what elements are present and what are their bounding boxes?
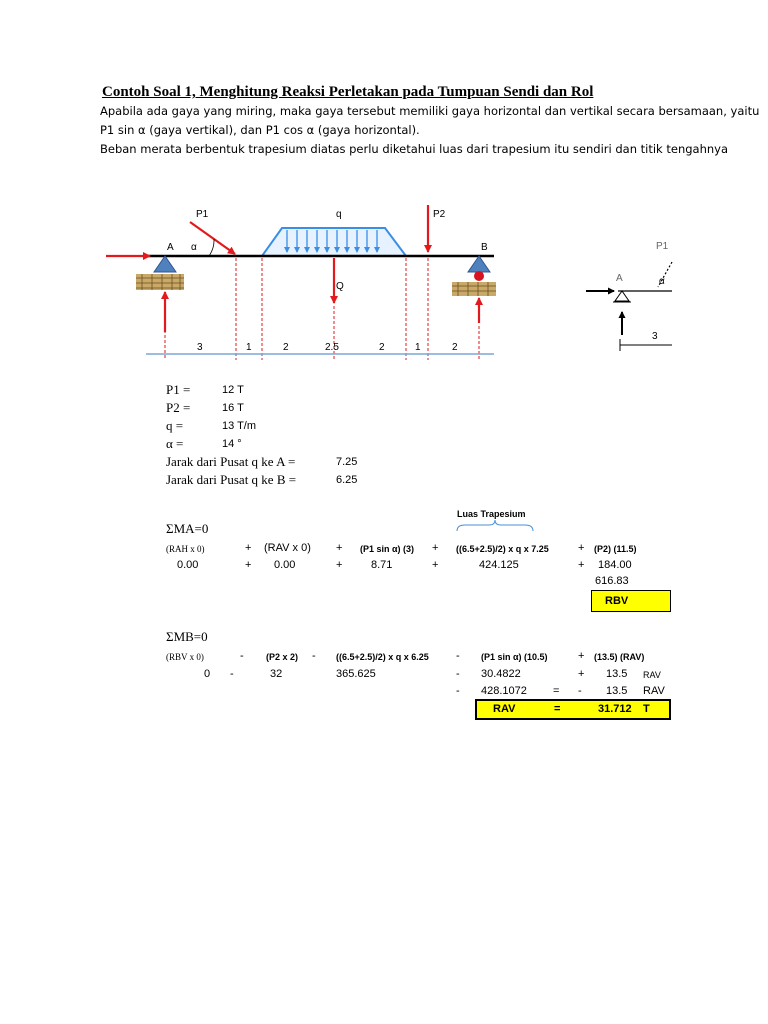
jarak-label-a: Jarak dari Pusat q ke A = — [166, 454, 296, 469]
mb-r2-minus: - — [456, 685, 460, 697]
mb-r1-p1: 30.4822 — [481, 668, 521, 680]
label-p1: P1 — [196, 209, 209, 220]
roller-ball — [474, 271, 484, 281]
jarak-label-b: Jarak dari Pusat q ke B = — [166, 472, 297, 487]
ma-total: 616.83 — [595, 575, 629, 587]
label-resultant-q: Q — [336, 281, 344, 292]
mb-r2-coef: 13.5 — [606, 685, 628, 697]
sum-mb-heading: ΣMB=0 — [166, 629, 208, 644]
beam-diagram — [0, 0, 768, 380]
span-6: 1 — [415, 342, 421, 353]
ma-value-plus-2: + — [336, 559, 343, 571]
ma-value-rav: 0.00 — [274, 559, 296, 571]
ma-term-p2: (P2) (11.5) — [594, 544, 637, 554]
mini-label-p1: P1 — [656, 241, 669, 252]
mb-plus: + — [578, 650, 585, 662]
mb-r1-plus: + — [578, 668, 585, 680]
pin-support-a — [154, 256, 176, 272]
ma-term-rah: (RAH x 0) — [166, 544, 205, 554]
given-value-alpha: 14 ° — [222, 438, 242, 450]
sum-ma-heading: ΣMA=0 — [166, 521, 209, 536]
mb-minus-1: - — [240, 650, 244, 662]
mb-r2-value: 428.1072 — [481, 685, 527, 697]
mb-r1-p2: 32 — [270, 668, 283, 680]
given-label-p2: P2 = — [166, 400, 191, 415]
alpha-arc — [209, 239, 214, 256]
roller-support-b — [468, 256, 490, 272]
ma-value-rah: 0.00 — [177, 559, 199, 571]
page-title: Contoh Soal 1, Menghitung Reaksi Perletakan pada Tumpuan Sendi dan Rol — [102, 84, 594, 100]
given-label-q: q = — [166, 418, 184, 433]
ground-hatch-b — [452, 282, 496, 296]
mb-r1-trapezoid: 365.625 — [336, 668, 376, 680]
rav-result-value: 31.712 — [598, 703, 632, 715]
mb-r2-equals: = — [553, 685, 560, 697]
given-label-p1: P1 = — [166, 382, 191, 397]
paragraph-2: P1 sin α (gaya vertikal), dan P1 cos α (gaya horizontal). — [100, 123, 420, 137]
span-3: 2 — [283, 342, 289, 353]
luas-brace — [455, 519, 535, 533]
label-q: q — [336, 209, 342, 220]
ma-value-plus-4: + — [578, 559, 585, 571]
ma-plus-4: + — [578, 542, 585, 554]
ma-value-p1: 8.71 — [371, 559, 393, 571]
ma-term-p1: (P1 sin α) (3) — [360, 544, 415, 554]
ma-plus-2: + — [336, 542, 343, 554]
span-7: 2 — [452, 342, 458, 353]
mb-r1-coef: 13.5 — [606, 668, 628, 680]
ma-value-plus-1: + — [245, 559, 252, 571]
given-value-q: 13 T/m — [222, 420, 257, 432]
mb-r1-rav: RAV — [643, 670, 661, 680]
jarak-value-a: 7.25 — [336, 456, 358, 468]
span-5: 2 — [379, 342, 385, 353]
mb-r2-minus-2: - — [578, 685, 582, 697]
ma-term-trapezoid: ((6.5+2.5)/2) x q x 7.25 — [456, 544, 549, 554]
span-1: 3 — [197, 342, 203, 353]
mb-term-rav: (13.5) (RAV) — [594, 652, 645, 662]
mb-minus-2: - — [312, 650, 316, 662]
jarak-value-b: 6.25 — [336, 474, 358, 486]
mb-term-trapezoid: ((6.5+2.5)/2) x q x 6.25 — [336, 652, 429, 662]
label-alpha: α — [191, 242, 197, 253]
ma-plus-1: + — [245, 542, 252, 554]
mb-term-rbv: (RBV x 0) — [166, 652, 204, 662]
luas-trapesium-label: Luas Trapesium — [457, 509, 526, 519]
mb-r2-rav: RAV — [643, 685, 665, 697]
mini-label-span: 3 — [652, 331, 658, 342]
rav-result-unit: T — [643, 703, 650, 715]
label-p2: P2 — [433, 209, 446, 220]
ma-value-p2: 184.00 — [598, 559, 632, 571]
given-label-alpha: α = — [166, 436, 184, 451]
rbv-result-box — [591, 590, 671, 612]
paragraph-1: Apabila ada gaya yang miring, maka gaya tersebut memiliki gaya horizontal dan vertikal secara bersamaan, yaitu — [100, 104, 760, 118]
given-value-p2: 16 T — [222, 402, 244, 414]
mb-term-p1: (P1 sin α) (10.5) — [481, 652, 548, 662]
span-4: 2.5 — [325, 342, 339, 353]
mini-label-a: A — [616, 273, 623, 284]
mini-label-alpha: α — [659, 276, 665, 287]
paragraph-3: Beban merata berbentuk trapesium diatas perlu diketahui luas dari trapesium itu sendiri dan titik tengahnya — [100, 142, 729, 156]
label-b: B — [481, 242, 488, 253]
ma-value-plus-3: + — [432, 559, 439, 571]
mb-term-p2: (P2 x 2) — [266, 652, 299, 662]
label-a: A — [167, 242, 174, 253]
given-value-p1: 12 T — [222, 384, 244, 396]
span-2: 1 — [246, 342, 252, 353]
mb-r1-zero: 0 — [204, 668, 211, 680]
rav-result-label: RAV — [493, 703, 516, 715]
dimension-guides — [165, 258, 479, 360]
mb-r1-minus-2: - — [456, 668, 460, 680]
mb-minus-3: - — [456, 650, 460, 662]
rav-result-equals: = — [554, 703, 561, 715]
ma-term-rav: (RAV x 0) — [264, 542, 311, 554]
ma-value-trapezoid: 424.125 — [479, 559, 519, 571]
rbv-result-label: RBV — [605, 595, 629, 607]
mini-pin-support — [615, 291, 629, 301]
trapezoid-load — [262, 228, 406, 256]
ma-plus-3: + — [432, 542, 439, 554]
mb-r1-minus: - — [230, 668, 234, 680]
